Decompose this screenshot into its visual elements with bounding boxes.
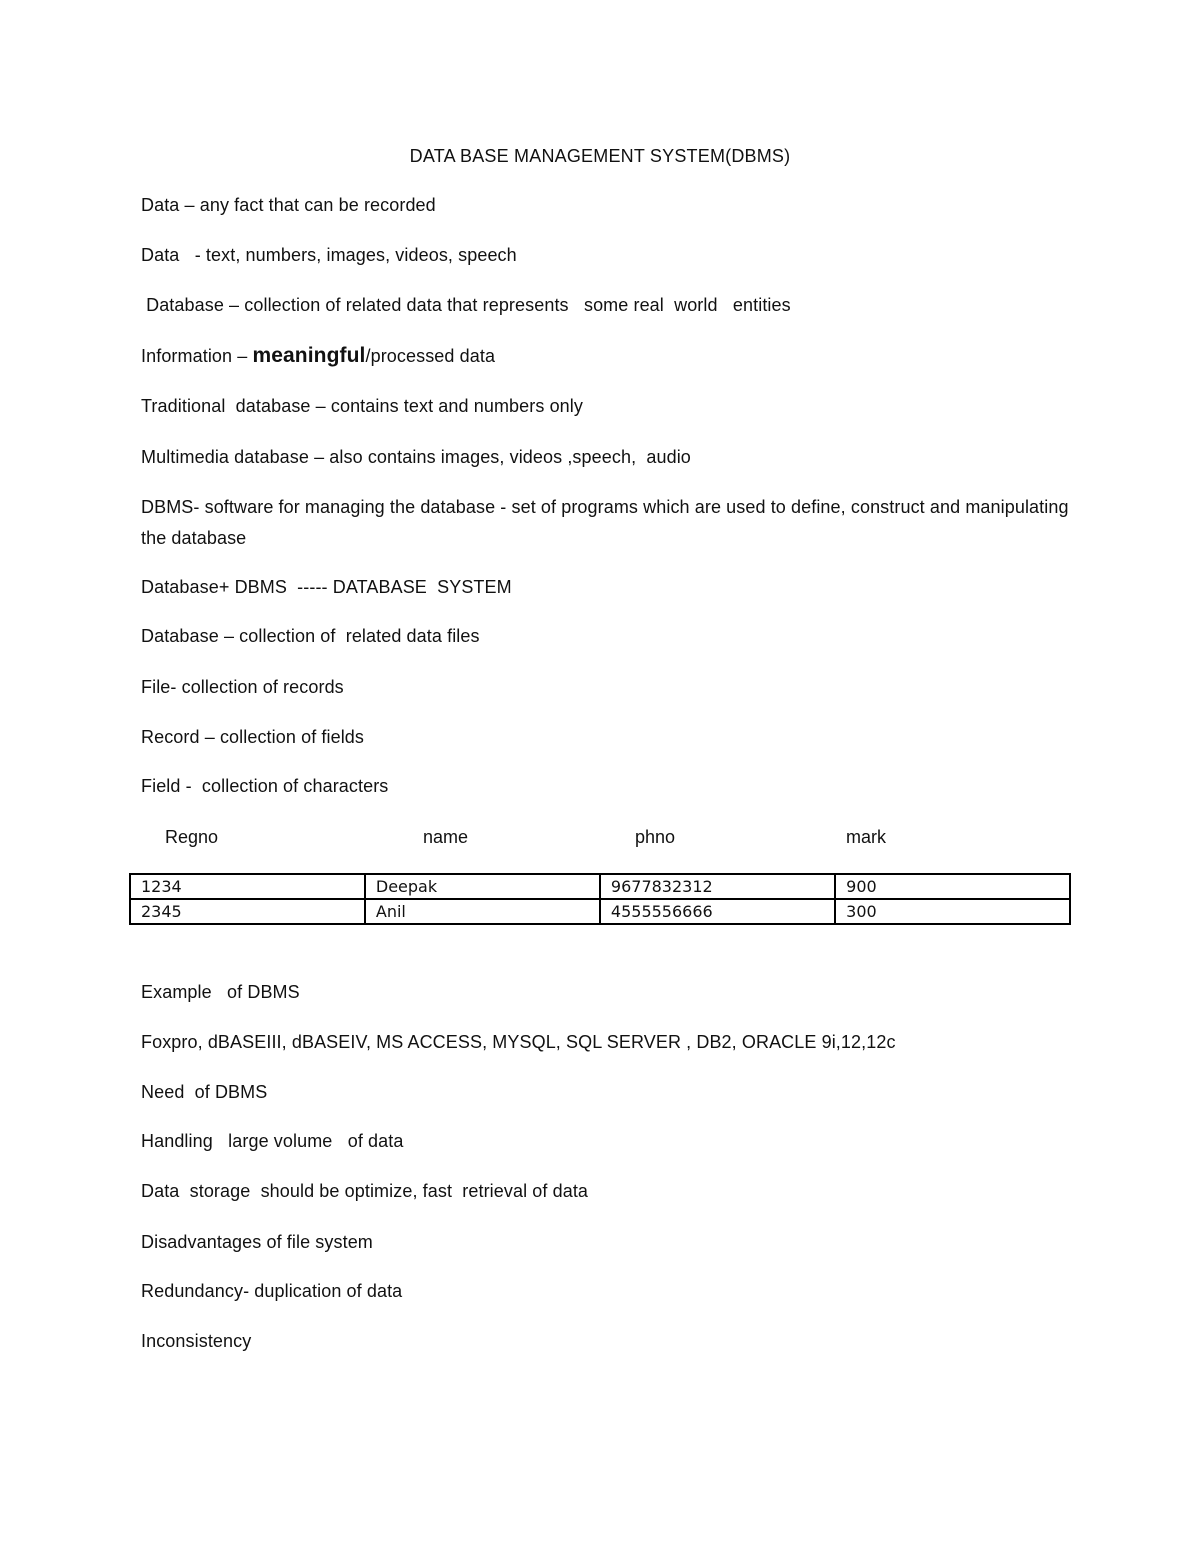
table-cell: Deepak (365, 874, 600, 899)
table-cell: 900 (835, 874, 1070, 899)
table-cell: 300 (835, 899, 1070, 924)
table-cell: 4555556666 (600, 899, 835, 924)
definition-field: Field - collection of characters (141, 776, 389, 796)
example-heading: Example of DBMS (141, 982, 300, 1002)
page-title: DATA BASE MANAGEMENT SYSTEM(DBMS) (409, 146, 791, 166)
table-cell: 2345 (130, 899, 365, 924)
need-item-volume: Handling large volume of data (141, 1131, 404, 1151)
table-header-regno: Regno (165, 827, 219, 847)
definition-database-system: Database+ DBMS ----- DATABASE SYSTEM (141, 577, 512, 597)
definition-multimedia-database: Multimedia database – also contains images, videos ,speech, audio (141, 447, 691, 467)
disadvantage-redundancy: Redundancy- duplication of data (141, 1281, 403, 1301)
disadvantage-inconsistency: Inconsistency (141, 1331, 252, 1351)
need-item-storage: Data storage should be optimize, fast retrieval of data (141, 1181, 589, 1201)
definition-database-files: Database – collection of related data files (141, 626, 480, 646)
meaningful-emphasis: meaningful (252, 344, 366, 367)
table-header-phno: phno (635, 827, 676, 847)
table-header-mark: mark (846, 827, 886, 847)
table-row (130, 874, 1070, 899)
example-list: Foxpro, dBASEIII, dBASEIV, MS ACCESS, MYSQL, SQL SERVER , DB2, ORACLE 9i,12,12c (141, 1032, 896, 1052)
table-cell: 9677832312 (600, 874, 835, 899)
definition-traditional-database: Traditional database – contains text and numbers only (141, 396, 583, 416)
definition-data: Data – any fact that can be recorded (141, 195, 436, 215)
definition-file: File- collection of records (141, 677, 344, 697)
table-row (130, 899, 1070, 924)
definition-information (141, 344, 495, 368)
disadvantages-heading: Disadvantages of file system (141, 1232, 373, 1252)
definition-record: Record – collection of fields (141, 727, 365, 747)
need-heading: Need of DBMS (141, 1082, 268, 1102)
information-rest: /processed data (365, 346, 496, 366)
definition-database: Database – collection of related data that represents some real world entities (141, 295, 791, 315)
table-cell: 1234 (130, 874, 365, 899)
definition-data-types: Data - text, numbers, images, videos, speech (141, 245, 517, 265)
information-label: Information – (141, 346, 253, 366)
table-cell: Anil (365, 899, 600, 924)
records-table (129, 873, 1071, 925)
table-header-name: name (423, 827, 469, 847)
definition-dbms: DBMS- software for managing the database - set of programs which are used to define, construct and manipulating the database (141, 497, 1069, 548)
